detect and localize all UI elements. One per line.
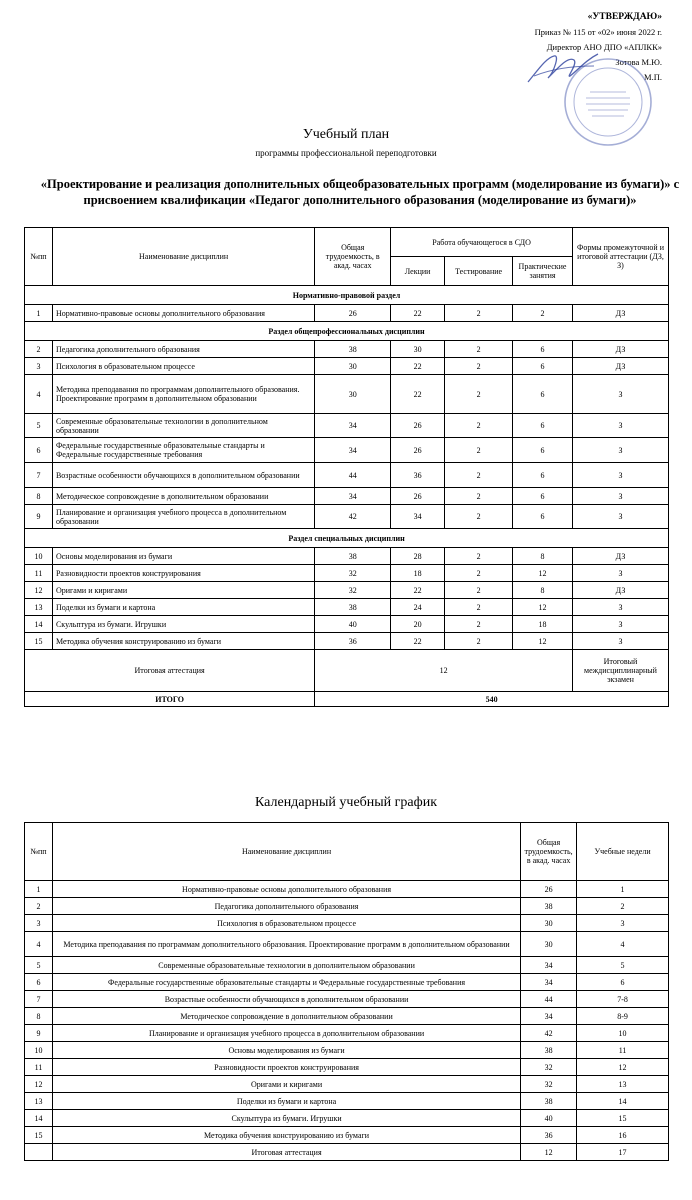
lecture-hours: 18 [391,565,445,582]
discipline-name: Федеральные государственные образовательные стандарты и Федеральные государственные требования [52,974,520,991]
final-form: Итоговый междисциплинарный экзамен [573,650,669,692]
testing-hours: 2 [445,582,513,599]
row-number: 11 [25,1059,53,1076]
row-number: 10 [25,1042,53,1059]
practice-hours: 12 [513,565,573,582]
lecture-hours: 22 [391,633,445,650]
total-hours: 30 [315,358,391,375]
practice-hours: 6 [513,375,573,414]
practice-hours: 2 [513,305,573,322]
study-weeks: 6 [577,974,669,991]
practice-hours: 18 [513,616,573,633]
testing-hours: 2 [445,375,513,414]
cal-final-hours: 12 [521,1144,577,1161]
testing-hours: 2 [445,633,513,650]
total-hours: 30 [521,915,577,932]
total-hours: 38 [315,599,391,616]
cal-header-total: Общая трудоемкость, в акад. часах [521,823,577,881]
total-hours: 34 [315,414,391,438]
row-number: 12 [25,582,53,599]
discipline-name: Методика обучения конструированию из бумаги [52,633,314,650]
study-weeks: 16 [577,1127,669,1144]
row-number: 4 [25,932,53,957]
table-row [25,1110,669,1127]
practice-hours: 8 [513,582,573,599]
header-testing: Тестирование [445,257,513,286]
cal-header-num: №пп [25,823,53,881]
table-row [25,488,669,505]
page-title: Учебный план [302,127,390,142]
total-label: ИТОГО [25,692,315,707]
practice-hours: 6 [513,463,573,488]
cal-header-name: Наименование дисциплин [52,823,520,881]
study-weeks: 4 [577,932,669,957]
lecture-hours: 26 [391,414,445,438]
page-subtitle: программы профессиональной переподготовки [255,148,437,158]
testing-hours: 2 [445,565,513,582]
final-attestation-row [25,650,669,692]
table-row [25,1076,669,1093]
attestation-form: З [573,505,669,529]
study-weeks: 12 [577,1059,669,1076]
total-hours: 36 [521,1127,577,1144]
row-number: 7 [25,463,53,488]
testing-hours: 2 [445,305,513,322]
row-number: 6 [25,438,53,463]
table-row [25,633,669,650]
discipline-name: Скульптура из бумаги. Игрушки [52,1110,520,1127]
discipline-name: Психология в образовательном процессе [52,915,520,932]
table-row [25,438,669,463]
table-row [25,1059,669,1076]
attestation-form: З [573,599,669,616]
total-hours: 32 [315,565,391,582]
discipline-name: Поделки из бумаги и картона [52,599,314,616]
testing-hours: 2 [445,438,513,463]
total-hours: 38 [521,1093,577,1110]
testing-hours: 2 [445,488,513,505]
total-hours: 30 [521,932,577,957]
practice-hours: 6 [513,488,573,505]
practice-hours: 8 [513,548,573,565]
table-row [25,341,669,358]
table-row [25,414,669,438]
row-number: 8 [25,488,53,505]
approval-name: Зотова М.Ю. [615,57,662,67]
discipline-name: Планирование и организация учебного процесса в дополнительном образовании [52,1025,520,1042]
table-row [25,1093,669,1110]
total-hours: 38 [521,898,577,915]
table-row [25,599,669,616]
total-hours: 26 [315,305,391,322]
discipline-name: Методика обучения конструированию из бумаги [52,1127,520,1144]
table-row [25,305,669,322]
signature [524,48,604,88]
total-hours: 42 [521,1025,577,1042]
lecture-hours: 24 [391,599,445,616]
row-number: 8 [25,1008,53,1025]
section-heading: Нормативно-правовой раздел [25,286,669,305]
total-row [25,692,669,707]
table-row [25,991,669,1008]
row-number: 9 [25,505,53,529]
testing-hours: 2 [445,414,513,438]
row-number: 4 [25,375,53,414]
final-label: Итоговая аттестация [25,650,315,692]
calendar-title: Календарный учебный график [255,795,437,810]
attestation-form: ДЗ [573,548,669,565]
discipline-name: Планирование и организация учебного процесса в дополнительном образовании [52,505,314,529]
discipline-name: Оригами и киригами [52,582,314,599]
attestation-form: З [573,565,669,582]
table-row [25,375,669,414]
total-hours: 38 [521,1042,577,1059]
study-weeks: 15 [577,1110,669,1127]
total-hours: 540 [315,692,669,707]
total-hours: 34 [315,438,391,463]
attestation-form: ДЗ [573,305,669,322]
header-practice: Практические занятия [513,257,573,286]
table-row [25,881,669,898]
attestation-form: З [573,463,669,488]
study-weeks: 14 [577,1093,669,1110]
study-weeks: 10 [577,1025,669,1042]
testing-hours: 2 [445,505,513,529]
row-number: 2 [25,341,53,358]
discipline-name: Педагогика дополнительного образования [52,341,314,358]
row-number: 14 [25,616,53,633]
row-number: 7 [25,991,53,1008]
practice-hours: 6 [513,358,573,375]
discipline-name: Нормативно-правовые основы дополнительного образования [52,881,520,898]
discipline-name: Возрастные особенности обучающихся в дополнительном образовании [52,991,520,1008]
lecture-hours: 22 [391,582,445,599]
discipline-name: Федеральные государственные образовательные стандарты и Федеральные государственные требования [52,438,314,463]
total-hours: 32 [521,1059,577,1076]
attestation-form: З [573,616,669,633]
attestation-form: З [573,438,669,463]
lecture-hours: 36 [391,463,445,488]
testing-hours: 2 [445,463,513,488]
table-row [25,463,669,488]
calendar-table [24,822,669,1161]
section-heading: Раздел специальных дисциплин [25,529,669,548]
discipline-name: Современные образовательные технологии в дополнительном образовании [52,957,520,974]
total-hours: 38 [315,548,391,565]
total-hours: 30 [315,375,391,414]
lecture-hours: 26 [391,438,445,463]
discipline-name: Основы моделирования из бумаги [52,548,314,565]
header-lectures: Лекции [391,257,445,286]
row-number: 13 [25,599,53,616]
discipline-name: Методика преподавания по программам дополнительного образования. Проектирование программ в дополнительном образовании [52,375,314,414]
lecture-hours: 22 [391,375,445,414]
study-weeks: 11 [577,1042,669,1059]
total-hours: 36 [315,633,391,650]
row-number: 9 [25,1025,53,1042]
section-heading: Раздел общепрофессиональных дисциплин [25,322,669,341]
table-row [25,505,669,529]
cal-final-label: Итоговая аттестация [52,1144,520,1161]
practice-hours: 6 [513,505,573,529]
study-weeks: 8-9 [577,1008,669,1025]
discipline-name: Поделки из бумаги и картона [52,1093,520,1110]
row-number: 5 [25,414,53,438]
total-hours: 44 [315,463,391,488]
row-number: 1 [25,881,53,898]
discipline-name: Методическое сопровождение в дополнительном образовании [52,488,314,505]
testing-hours: 2 [445,341,513,358]
attestation-form: ДЗ [573,582,669,599]
table-row [25,565,669,582]
study-weeks: 5 [577,957,669,974]
attestation-form: З [573,414,669,438]
total-hours: 32 [521,1076,577,1093]
practice-hours: 12 [513,599,573,616]
testing-hours: 2 [445,548,513,565]
table-row [25,974,669,991]
cal-final-row [25,1144,669,1161]
study-weeks: 1 [577,881,669,898]
attestation-form: З [573,375,669,414]
discipline-name: Основы моделирования из бумаги [52,1042,520,1059]
discipline-name: Нормативно-правовые основы дополнительного образования [52,305,314,322]
lecture-hours: 20 [391,616,445,633]
row-number: 14 [25,1110,53,1127]
discipline-name: Разновидности проектов конструирования [52,565,314,582]
row-number: 11 [25,565,53,582]
header-work: Работа обучающегося в СДО [391,228,573,257]
testing-hours: 2 [445,599,513,616]
header-total: Общая трудоемкость, в акад. часах [315,228,391,286]
discipline-name: Методика преподавания по программам дополнительного образования. Проектирование программ в дополнительном образовании [52,932,520,957]
row-number: 15 [25,1127,53,1144]
header-forms: Формы промежуточной и итоговой аттестации (ДЗ, З) [573,228,669,286]
testing-hours: 2 [445,616,513,633]
table-row [25,915,669,932]
lecture-hours: 22 [391,358,445,375]
row-number: 12 [25,1076,53,1093]
study-weeks: 13 [577,1076,669,1093]
curriculum-table [24,227,669,707]
row-number: 3 [25,915,53,932]
discipline-name: Методическое сопровождение в дополнительном образовании [52,1008,520,1025]
study-weeks: 7-8 [577,991,669,1008]
discipline-name: Скульптура из бумаги. Игрушки [52,616,314,633]
practice-hours: 6 [513,438,573,463]
practice-hours: 6 [513,341,573,358]
program-title: «Проектирование и реализация дополнительных общеобразовательных программ (моделирование из бумаги)» с присвоением квалификации «Педагог дополнительного образования (моделирование из бумаги)» [40,177,680,207]
total-hours: 32 [315,582,391,599]
lecture-hours: 34 [391,505,445,529]
table-row [25,358,669,375]
study-weeks: 3 [577,915,669,932]
attestation-form: ДЗ [573,341,669,358]
approval-seal-mark: М.П. [644,72,662,82]
header-num: №пп [25,228,53,286]
row-number: 13 [25,1093,53,1110]
table-row [25,1025,669,1042]
total-hours: 26 [521,881,577,898]
discipline-name: Современные образовательные технологии в дополнительном образовании [52,414,314,438]
discipline-name: Возрастные особенности обучающихся в дополнительном образовании [52,463,314,488]
total-hours: 34 [521,957,577,974]
attestation-form: З [573,633,669,650]
table-row [25,957,669,974]
testing-hours: 2 [445,358,513,375]
header-name: Наименование дисциплин [52,228,314,286]
total-hours: 40 [315,616,391,633]
total-hours: 34 [521,974,577,991]
table-row [25,932,669,957]
table-row [25,1042,669,1059]
table-row [25,616,669,633]
total-hours: 34 [521,1008,577,1025]
lecture-hours: 30 [391,341,445,358]
row-number: 6 [25,974,53,991]
row-number: 1 [25,305,53,322]
row-number: 2 [25,898,53,915]
approval-order: Приказ № 115 от «02» июня 2022 г. [534,27,662,37]
practice-hours: 6 [513,414,573,438]
row-number: 3 [25,358,53,375]
cal-final-weeks: 17 [577,1144,669,1161]
practice-hours: 12 [513,633,573,650]
total-hours: 40 [521,1110,577,1127]
approval-heading: «УТВЕРЖДАЮ» [587,12,662,22]
discipline-name: Оригами и киригами [52,1076,520,1093]
table-row [25,898,669,915]
cal-header-weeks: Учебные недели [577,823,669,881]
discipline-name: Разновидности проектов конструирования [52,1059,520,1076]
lecture-hours: 22 [391,305,445,322]
total-hours: 44 [521,991,577,1008]
approval-position: Директор АНО ДПО «АПЛКК» [546,42,662,52]
lecture-hours: 26 [391,488,445,505]
lecture-hours: 28 [391,548,445,565]
study-weeks: 2 [577,898,669,915]
row-number: 15 [25,633,53,650]
discipline-name: Педагогика дополнительного образования [52,898,520,915]
table-row [25,1008,669,1025]
table-row [25,582,669,599]
row-number: 10 [25,548,53,565]
total-hours: 34 [315,488,391,505]
attestation-form: ДЗ [573,358,669,375]
row-number: 5 [25,957,53,974]
attestation-form: З [573,488,669,505]
discipline-name: Психология в образовательном процессе [52,358,314,375]
final-hours: 12 [315,650,573,692]
total-hours: 42 [315,505,391,529]
table-row [25,1127,669,1144]
table-row [25,548,669,565]
total-hours: 38 [315,341,391,358]
